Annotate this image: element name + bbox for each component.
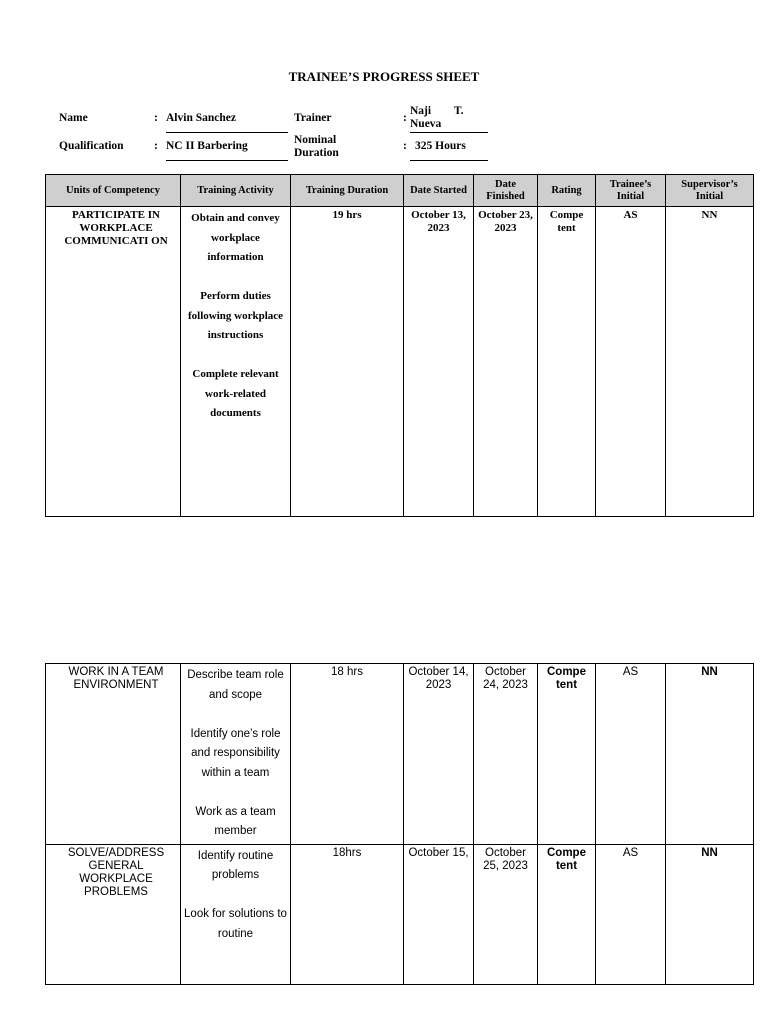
started-cell: October 14, 2023	[404, 664, 474, 845]
table-row	[46, 844, 754, 984]
unit-cell: SOLVE/ADDRESS GENERAL WORKPLACE PROBLEMS	[46, 844, 181, 984]
supervisor-initial-cell: NN	[666, 664, 754, 845]
qualification-colon: :	[154, 140, 158, 152]
activity-item: Obtain and convey workplace information	[191, 212, 280, 263]
finished-cell: October 23, 2023	[474, 207, 538, 517]
trainer-value-line1: Naji T.	[410, 105, 464, 117]
duration-value: 325 Hours	[410, 140, 488, 161]
activity-cell	[181, 664, 291, 845]
supervisor-initial-cell: NN	[666, 207, 754, 517]
activity-cell	[181, 207, 291, 517]
duration-cell: 18hrs	[291, 844, 404, 984]
name-value: Alvin Sanchez	[166, 112, 288, 133]
finished-cell: October 25, 2023	[474, 844, 538, 984]
duration-cell: 18 hrs	[291, 664, 404, 845]
duration-colon: :	[403, 140, 407, 152]
activity-item: Describe team role and scope	[187, 669, 284, 701]
qualification-label: Qualification	[59, 140, 124, 152]
table-row	[46, 207, 754, 517]
name-colon: :	[154, 112, 158, 124]
header-started: Date Started	[404, 175, 474, 207]
activity-cell	[181, 844, 291, 984]
trainer-label: Trainer	[294, 112, 332, 124]
table-row	[46, 664, 754, 845]
header-duration: Training Duration	[291, 175, 404, 207]
activity-item: Work as a team member	[195, 805, 276, 837]
trainer-colon: :	[403, 112, 407, 124]
table-header-row	[46, 175, 754, 207]
unit-cell: PARTICIPATE IN WORKPLACE COMMUNICATI ON	[46, 207, 181, 517]
header-finished: Date Finished	[474, 175, 538, 207]
trainee-initial-cell: AS	[596, 844, 666, 984]
trainer-value-line2: Nueva	[410, 118, 442, 130]
activity-item: Complete relevant work-related documents	[192, 368, 279, 419]
activity-item: Perform duties following workplace instructions	[187, 290, 284, 341]
header-supervisor: Supervisor’s Initial	[666, 175, 754, 207]
rating-cell: Compe tent	[538, 207, 596, 517]
activity-item: Identify routine problems	[197, 849, 274, 881]
name-label: Name	[59, 112, 88, 124]
progress-table-continued	[45, 663, 754, 985]
duration-label	[294, 134, 339, 160]
header-rating: Rating	[538, 175, 596, 207]
qualification-value: NC II Barbering	[166, 140, 288, 161]
page-title: TRAINEE’S PROGRESS SHEET	[288, 69, 480, 84]
duration-cell: 19 hrs	[291, 207, 404, 517]
trainer-value	[410, 105, 488, 133]
started-cell: October 13, 2023	[404, 207, 474, 517]
supervisor-initial-cell: NN	[666, 844, 754, 984]
rating-cell: Compe tent	[538, 664, 596, 845]
progress-table	[45, 174, 754, 517]
started-cell: October 15,	[404, 844, 474, 984]
activity-item: Look for solutions to routine	[184, 908, 287, 940]
duration-label-line2: Duration	[294, 147, 339, 159]
finished-cell: October 24, 2023	[474, 664, 538, 845]
duration-label-line1: Nominal	[294, 134, 337, 146]
trainee-initial-cell: AS	[596, 664, 666, 845]
header-trainee: Trainee’s Initial	[596, 175, 666, 207]
header-units: Units of Competency	[46, 175, 181, 207]
trainee-initial-cell: AS	[596, 207, 666, 517]
unit-cell: WORK IN A TEAM ENVIRONMENT	[46, 664, 181, 845]
activity-item: Identify one’s role and responsibility within a team	[190, 727, 281, 779]
header-activity: Training Activity	[181, 175, 291, 207]
rating-cell: Compe tent	[538, 844, 596, 984]
